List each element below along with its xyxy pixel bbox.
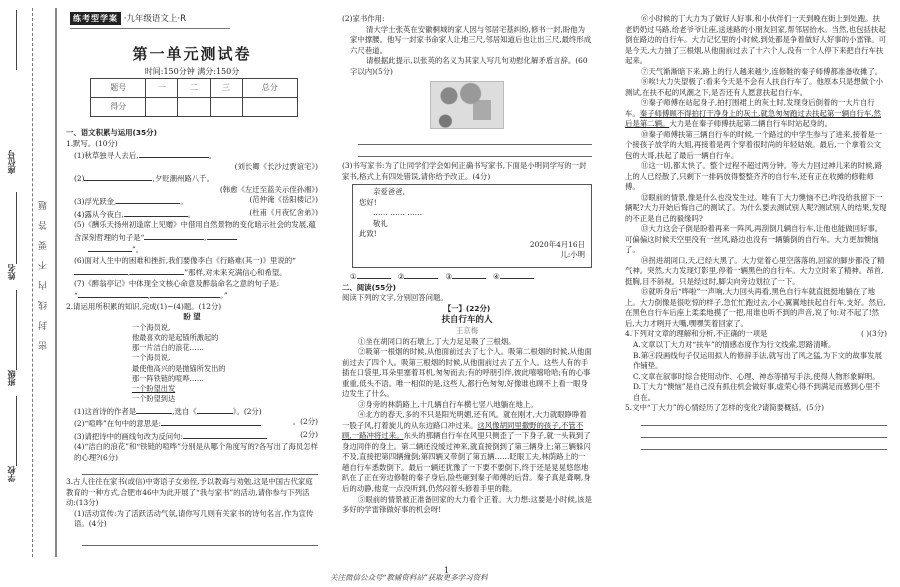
answer-blank[interactable] [144,231,204,240]
binding-margin [0,0,60,587]
class-label: 班级 [6,370,16,386]
answer-blank[interactable] [139,149,209,158]
story-paragraph: ②吸第一根烟的时候,从他面前过去了七个人。吸第二根烟的时候,从他面前过去了四个人。吸第三根烟的时候,从他面前过去了五个人。这些人有的手插在口袋里,耳朵里塞着耳机,匆匆而去;有的呼朋引伴,彼此嘻嘻哈哈;有的心事重重,低头不语。唯一相似的是,这些人,都行色匆匆,好像谁也顾不上看一眼身边发生了什么。 [342,347,592,399]
q1-5-text: (5)《酬乐天扬州初逢席上见赠》中借用自然景物的变化暗示社会的发展,蕴含深刻哲理的句子是“ [74,220,316,242]
footer-note: 关注微信公众号“教辅资料站”获取更多学习资料 [330,573,488,582]
option-b: B.第④段画线句子仅运用拟人的修辞手法,就写出了风之猛,为下文的故事发展作铺垫。 [633,350,882,371]
poem-line-underlined: 一个盼望出发 [132,384,176,394]
poem-line: 那一阵铁链的喧哗…… [132,373,204,383]
q3-2-task: 请根据此提示,以张英的名义为其家人写几句劝慰化解矛盾言辞。(60字以内)(5分) [350,56,588,76]
score-input-cell[interactable] [210,98,242,117]
section-heading-1: 一、语文积累与运用(35分) [66,128,157,137]
seat-line [16,10,17,70]
column-2 [342,14,592,516]
answer-blank[interactable] [207,231,237,240]
answer-blank[interactable] [197,405,233,414]
name-label: 姓名 [6,264,16,280]
question-3: 3.古人往往在家书(或信)中寄语子女弟侄,予以教诲与劝勉,这是中国古代家庭教育的一种方式,合肥市46中为此开展了“我与家书”的活动,请你参与下列活动:(13分) [66,477,313,508]
q1-item-4: (4)露从今夜白, 。 (杜甫《月夜忆舍弟》) [74,207,318,219]
q4-text: 4.下列对文章的理解和分析,不正确的一项是 [625,329,768,339]
answer-blank[interactable] [116,195,180,204]
answer-blank[interactable] [161,417,261,426]
score-input-cell[interactable] [242,98,297,117]
answer-blank[interactable] [452,270,486,279]
q2-item-2 [66,417,318,430]
q1-6-text-b: ”那样,对未来充满信心和希望。 [184,268,287,278]
option-c: C.文章在叙事时综合使用动作、心理、神态等描写手法,使得人物形象鲜明。 [633,371,880,381]
question-5: 5.文中“丁大力”的心情经历了怎样的变化?请简要概括。(5分) [625,403,825,413]
story-paragraph: ⑫眼前的情景,像是什么也没发生过。唯有丁大力懊恼不已:咋没给我留下一辆呢?大力开始后悔自己的测试了。为什么要去测试别人呢?测试别人的结果,发现的不正是自己的毅缘吗? [625,192,887,223]
story-paragraph: ⑬大力这会子倒是盼着再来一阵风,再刮倒几辆自行车,让他也能做回好事。可偏偏这时候天空里没有一丝风,路边也没有一辆躺倒的自行车。大力更加懊恼了。 [625,224,883,255]
reading-part-label: 【一】(22分) [443,303,491,313]
seat-label: 座位号 [6,150,16,174]
answer-blank[interactable] [84,172,152,181]
q1-3-text: (3)浮光跃金, [74,197,117,207]
q1-4-text: (4)露从今夜白, [74,209,124,219]
poem-line: 一个盼望到达 [132,394,176,404]
answer-blank[interactable] [404,270,438,279]
answer-blank[interactable] [150,289,220,298]
answer-line[interactable] [641,428,887,438]
q2-1-text-c: 》。(2分) [232,406,262,416]
q1-item-5: (5)《酬乐天扬州初逢席上见赠》中借用自然景物的变化暗示社会的发展,蕴含深刻哲理的句子是“ , ”。 [74,220,316,255]
q4-answer-slot[interactable]: ( )(3分) [861,329,887,339]
brand-logo: 练考型学案 [70,12,121,25]
q2-1-text: (1)这首诗的作者是 [74,406,137,416]
letter-date: 2020年4月16日 [529,239,585,249]
paragraph-text: ④北方的春天,多的不只是阳光明媚,还有风。就在刚才,大力就眼睁睁着一股子风,打着旋儿的从东边路口冲过来。 [342,410,587,430]
q1-2-text: (2) [74,174,85,184]
letter-body: …… …… …… [373,208,423,218]
page-header [70,12,230,29]
series-label: ·九年级语文上·R [123,14,187,24]
answer-blank[interactable] [88,243,132,252]
story-paragraph: ⑩秦子师傅扶第三辆自行车的时候,一个路过的中学生参与了进来,接着是一个接孩子放学的大姐,再接着是两个穿着很时尚的年轻姑娘。最后,一个拿着公文包的大哥,扶起了最后一辆自行车。 [625,129,883,160]
q1-1-text: (1)秋草独寻人去后, [74,151,139,161]
name-line [16,192,17,264]
story-paragraph: ⑮就听身后“哗啦”一声响,大力回头再看,黑色自行车就直挺挺地躺在了地上。大力倒像是很吃惊的样子,急忙忙跑过去,小心翼翼地扶起自行车,支好。然后,在黑色自行车后座上柔柔地摸了一把,用谁也听不到的声音,说了句:对不起了!然后,大力才咧开大嘴,嘿嘿笑着回家了。 [625,287,886,328]
seal-dotted-line [32,8,33,557]
question-4 [625,329,887,340]
q3-item-2: (2)家书作用: [342,14,385,23]
answer-blank[interactable] [136,405,172,414]
q2-3-score: (2分) [300,429,318,439]
q1-item-2 [66,172,318,185]
letter-correction-blanks [342,270,592,283]
paragraph-text: 大力是在秦子师傅扶起第二辆自行车时站起身的。 [669,119,832,129]
blank-label: ③ [445,272,453,282]
answer-line[interactable] [82,536,318,546]
q1-item-6: (6)面对人生中的困难和挫折,我们要像李白《行路难(其一)》里说的“, ”那样,对未来充满信心和希望。 [74,255,296,278]
answer-line[interactable] [641,440,887,450]
story-paragraph: ⑧唉!大力失望极了:看来今天是不会有人扶自行车了。他原本只是想做个小测试,在扶不起的风潮之下,是否还有人愿意扶起自行车。 [625,77,883,97]
underlined-sentence: 秦子师傅顾不得拍打干净身上的灰土,就急匆匆跑过去扶起第一辆自行车,然后是第二辆。 [625,108,881,129]
q3-item-3: (3)书写家书:为了让同学们学会如何正确书写家书,下面是小明同学写的一封家书,格式上有四处错误,请你给予改正。(4分) [342,161,587,181]
q1-item-1: (1)秋草独寻人去后, 。 [74,151,216,161]
story-paragraph: ⑦天气渐渐暗下来,路上的行人越来越少,连修鞋的秦子师傅都准备收摊了。 [641,66,883,76]
poem-title: 盼 望 [183,312,201,322]
answer-blank[interactable] [74,266,128,275]
q2-item-3 [66,430,318,443]
q2-2-text: (2)“喧哗”在句中的意思是: [74,419,162,429]
question-1: 1.默写。(10分) [66,138,118,148]
q1-item-7: (7)《醉翁亭记》中体现全文核心命意及醉翁命名之意的句子是: “ , 。” [74,278,280,301]
score-input-cell[interactable] [178,98,210,117]
column-1 [66,128,318,548]
answer-blank[interactable] [78,289,148,298]
score-cell: 一 [146,79,178,98]
story-paragraph [625,98,887,130]
q1-4-source: (杜甫《月夜忆舍弟》) [249,207,318,217]
story-paragraph: ⑥小时候的丁大力为了做好人好事,和小伙伴们一天到晚在街上到处跑。扶老奶奶过马路,给老爷爷让座,送迷路的小朋友回家,帮邻居抬水。当然,也包括扶起倒在路边的自行车。大力记忆里的小时候,到处都是争着做好人好事的小雷锋。可是今天,大力抽了三根烟,从他面前过去了十六个人,没有一个人停下来把自行车扶起来。 [625,14,887,66]
answer-line[interactable] [358,147,592,157]
option-d: D.丁大力“懊恼”是自己没有抓住机会做好事,虚荣心得不到满足而感到心里不自在。 [633,382,881,402]
seal-notice: 密封线内不要答题 [39,190,49,350]
q1-1-source: (刘长卿《长沙过贾谊宅》) [234,161,318,171]
q2-3-text: (3)请把诗中的画线句改为反问句: [74,431,184,441]
score-cell: 二 [178,79,210,98]
story-author: 王京梅 [455,326,479,336]
q1-3-source: (范仲淹《岳阳楼记》) [249,195,318,205]
answer-line[interactable] [82,465,318,475]
option-a: A.文章以丁大力对“扶车”的情感态度作为行文线索,思路清晰。 [633,339,836,349]
q1-item-3: (3)浮光跃金, 。 (范仲淹《岳阳楼记》) [74,195,318,207]
score-cell: 三 [210,79,242,98]
q2-1-text-b: ,选自《 [172,406,197,416]
score-cell: 题号 [91,79,146,98]
blank-label: ② [397,272,405,282]
blank-label: ① [350,272,357,282]
underlined-sentence: 这风像胡同里撒野的孩子,不管不顾,一路冲将过来。 [342,420,584,441]
exam-subtitle: 时间:150分钟 满分:150分 [144,67,240,76]
answer-line[interactable] [358,135,592,145]
poem-line: 一个海员说, [132,322,171,332]
score-input-cell[interactable] [146,98,178,117]
column-3 [625,14,887,452]
section-heading-2: 二、阅读(55分) [342,282,396,292]
story-title: 扶自行车的人 [441,315,493,326]
binding-bar [55,8,57,557]
blank-label: ④ [493,272,500,282]
q3-2-story: 清大学士张英在安徽桐城的家人因与邻居宅基纠纷,修书一封,盼他为家中撑腰。他写一封家书命家人让地三尺,邻居知道后也让出三尺,最终形成六尺巷道。 [350,24,592,55]
q2-2-score: 。(2分) [292,417,318,427]
score-table [90,78,298,117]
story-paragraph: ③身旁的林荫路上,十几辆自行车横七竖八地躺在地上。 [358,399,538,409]
question-2: 2.请运用所积累的知识,完成(1)~(4)题。(12分) [66,301,222,311]
score-cell: 总分 [242,79,297,98]
q1-2-source: (韩愈《左迁至蓝关示侄孙湘》) [219,184,318,194]
story-paragraph: ①坐在胡同口的石墩上,丁大力足足吸了三根烟。 [358,336,516,346]
answer-blank[interactable] [130,266,184,275]
letter-hello: 您好! [359,197,377,207]
story-paragraph: ⑭拐进胡同口,天,已经大黑了。大力觉着心里空落落的,回家的脚步都没了精气神。突然,大力发现灯影里,停着一辆黑色的自行车。大力立时来了精神。昂首,挺胸,目不斜视。只是经过时,脚尖向旁边划拉了一下。 [625,255,885,286]
exam-title: 第一单元测试卷 [132,45,252,63]
paragraph-text: ⑨秦子师傅在站起身子,拍打围裙上的灰土时,发现身后倒着的一大片自行车。 [625,98,875,118]
story-paragraph: ⑤眼前的情景被正准备回家的大力看个正着。大力想:这要是小时候,该是多好的学雷锋做好事的机会呀! [342,494,592,515]
letter-greeting: 亲爱爸爸, [373,187,405,197]
letter-closing: 此致! [359,229,377,239]
q2-item-4: (4)“洁白的浪花”和“铁链的喧哗”分别是从哪个角度写的?各写出了海员怎样的心理?(6分) [74,442,318,462]
answer-blank[interactable] [183,430,267,439]
page-number: 1 [444,566,450,575]
poem-line: 他最喜欢的是起锚所激起的 [132,332,219,342]
q3-item-1: (1)活动宣传:为了活跃活动气氛,请你写几则有关家书的诗句名言,作为宣传语。(4分) [74,508,314,529]
story-paragraph [342,410,592,494]
answer-blank[interactable] [500,270,534,279]
school-line [16,396,17,466]
poem-line: 一个海员说, [132,353,171,363]
q1-2-text-b: ,夕贬潮州路八千。 [152,174,214,184]
reading-intro: 阅读下列的文字,分别回答问题。 [342,293,448,303]
poem [66,323,318,405]
q1-7-text: (7)《醉翁亭记》中体现全文核心命意及醉翁命名之意的句子是: [74,278,280,288]
story-paragraph: ⑪这一切,都太快了。整个过程不超过两分钟。等大力回过神儿来的时候,路上的人已经散了,只剩下一排码放得整整齐齐的自行车,还有正在收摊的修鞋师傅。 [625,161,883,192]
poem-line: 最使他高兴的是抛锚所发出的 [132,363,226,373]
q2-item-1 [66,405,318,418]
score-table-header-row [91,79,298,98]
answer-line[interactable] [641,416,887,426]
paragraph-text: 东头的那辆自行车在风里只侧歪了一下身子,就一头栽到了身边同伴的身上。第二辆还没缓过神来,就直接倒到了第三辆身上;第三辆躲闪不及,直接把第四辆撞倒;第四辆又带倒了第五辆……眨眼工夫,林荫路上的一趟自行车悉数倒下。最后一辆还犹豫了一下要不要倒下,终于还是晃晃悠悠地趴在了正在旁边修鞋的秦子身后,险些砸到秦子师傅的后背。秦子真是聋啊,身后的动静,他竟一点没听到,仍然闷着头修着手里的鞋。 [342,431,591,493]
answer-blank[interactable] [357,270,391,279]
class-line [16,290,17,370]
sample-letter-box [352,184,592,268]
poem-line: 那一片洁白的浪花…… [132,343,204,353]
q1-6-text: (6)面对人生中的困难和挫折,我们要像李白《行路难(其一)》里说的“ [74,255,296,265]
letter-salute: 敬礼 [373,218,388,228]
six-foot-alley-illustration [430,81,504,129]
letter-signature: 儿:小明 [560,250,585,260]
score-table-score-row [91,98,298,117]
score-cell: 得分 [91,98,146,117]
school-label: 学校 [6,466,16,482]
answer-blank[interactable] [124,208,188,217]
